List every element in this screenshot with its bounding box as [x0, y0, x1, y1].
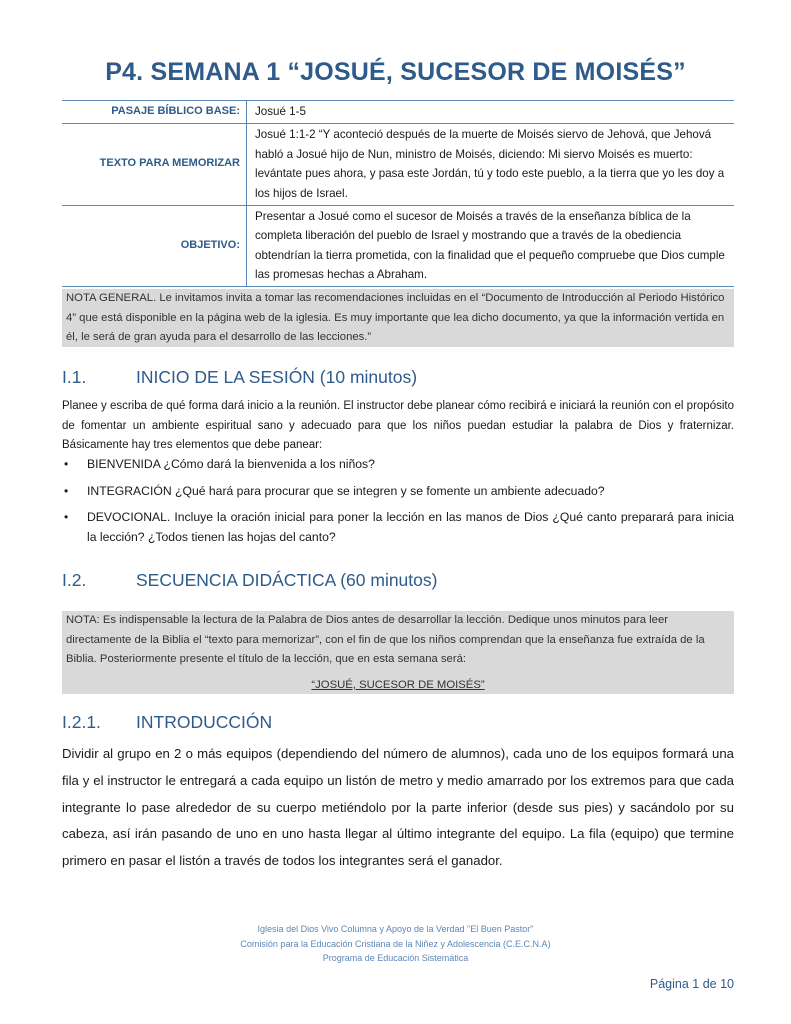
general-note: NOTA GENERAL. Le invitamos invita a tomar las recomendaciones incluidas en el “Documento de Introducción al Periodo Histórico 4” que está disponible en la página web de la iglesia. Es muy importante que lea dicho documento, ya que la información vertida en él, le será de gran ayuda para el desarrollo de las lecciones.” — [62, 289, 734, 347]
lesson-title: “JOSUÉ, SUCESOR DE MOISÉS” — [311, 678, 485, 691]
section-number: I.2.1. — [62, 712, 101, 732]
bullet-icon: • — [64, 457, 69, 471]
page-number: Página 1 de 10 — [649, 977, 734, 991]
session-elements-list — [62, 455, 734, 554]
section-title: INTRODUCCIÓN — [136, 712, 273, 732]
section-heading-secuencia — [62, 569, 437, 591]
session-intro-paragraph: Planee y escriba de qué forma dará inicio a la reunión. El instructor debe planear cómo recibirá e iniciará la reunión con el propósito de fomentar un ambiente espiritual sano y adecuado para que los niños puedan estudiar la palabra de Dios y fraternizar. Básicamente hay tres elementos que debe panear: — [62, 400, 734, 452]
lesson-info-table — [62, 100, 734, 287]
page-footer — [0, 922, 791, 966]
section-heading-introduccion — [62, 711, 272, 733]
section-heading-inicio — [62, 366, 417, 388]
list-item: • DEVOCIONAL. Incluye la oración inicial para poner la lección en las manos de Dios ¿Qué canto preparará para inicia la lección? ¿Todos tienen las hojas del canto? — [64, 510, 734, 544]
objective-value: Presentar a Josué como el sucesor de Moisés a través de la enseñanza bíblica de la completa liberación del pueblo de Israel y mostrando que a través de la obediencia obtendrían la tierra prometida, con la finalidad que el pequeño compruebe que Dios cumple las promesas hechas a Abraham. — [247, 205, 735, 286]
reading-note — [62, 611, 734, 694]
table-row-memorize — [62, 123, 734, 205]
bullet-icon: • — [64, 483, 69, 498]
memorize-value: Josué 1:1-2 “Y aconteció después de la muerte de Moisés siervo de Jehová, que Jehová habló a Josué hijo de Nun, ministro de Moisés, diciendo: Mi siervo Moisés es muerto: levántate pues ahora, y pasa este Jordán, tú y todo este pueblo, a la tierra que yo les doy a los hijos de Israel. — [247, 123, 735, 205]
table-row-objective — [62, 205, 734, 286]
section-number: I.2. — [62, 570, 87, 590]
table-row-passage — [62, 101, 734, 124]
objective-label: OBJETIVO: — [62, 205, 247, 286]
introduction-paragraph: Dividir al grupo en 2 o más equipos (dependiendo del número de alumnos), cada uno de los equipos formará una fila y el instructor le entregará a cada equipo un listón de metro y medio amarrado por los extremos para que cada integrante lo pase alrededor de su cuerpo metiéndolo por la parte inferior (desde sus pies) y sacándolo por su cabeza, así irán pasando de uno en uno hasta llegar al último integrante del equipo. La fila (equipo) que termine primero en pasar el listón a través de todos los integrantes será el ganador. — [62, 746, 734, 869]
memorize-label: TEXTO PARA MEMORIZAR — [62, 123, 247, 205]
list-item: • INTEGRACIÓN ¿Qué hará para procurar que se integren y se fomente un ambiente adecuado? — [62, 482, 734, 502]
section-title: SECUENCIA DIDÁCTICA (60 minutos) — [136, 570, 438, 590]
section-number: I.1. — [62, 367, 87, 387]
footer-line: Comisión para la Educación Cristiana de la Niñez y Adolescencia (C.E.C.N.A) — [240, 938, 551, 949]
list-item: • BIENVENIDA ¿Cómo dará la bienvenida a los niños? — [62, 455, 734, 475]
passage-label: PASAJE BÍBLICO BASE: — [62, 101, 247, 124]
footer-line: Iglesia del Dios Vivo Columna y Apoyo de la Verdad "El Buen Pastor" — [257, 924, 534, 934]
section-title: INICIO DE LA SESIÓN (10 minutos) — [136, 367, 418, 387]
passage-value: Josué 1-5 — [247, 101, 735, 124]
bullet-icon: • — [64, 510, 69, 525]
page-title: P4. SEMANA 1 “JOSUÉ, SUCESOR DE MOISÉS” — [105, 58, 686, 86]
footer-line: Programa de Educación Sistemática — [322, 953, 469, 964]
reading-note-text: NOTA: Es indispensable la lectura de la Palabra de Dios antes de desarrollar la lección. Dedique unos minutos para leer directamente de la Biblia el “texto para memorizar”, con el fin de que los niños comprendan que la enseñanza fue extraída de la Biblia. Posteriormente presente el título de la lección, que en esta semana será: — [66, 614, 705, 666]
